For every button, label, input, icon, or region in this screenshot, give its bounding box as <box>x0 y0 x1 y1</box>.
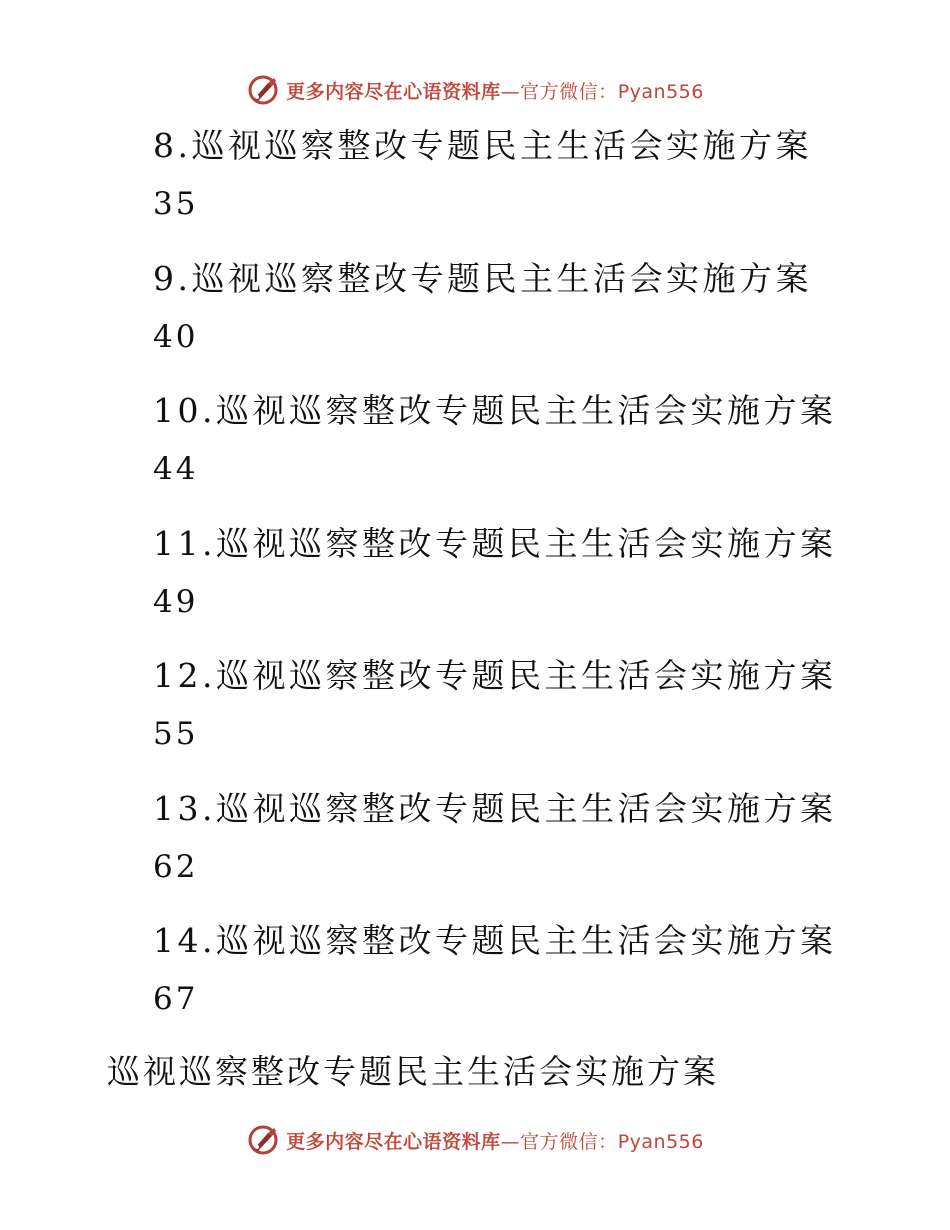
watermark-text <box>286 1127 704 1154</box>
footer-watermark <box>0 1120 950 1160</box>
toc-item-page: 67 <box>153 981 199 1017</box>
watermark-part1: 更多内容尽在心语资料库 <box>286 1130 501 1153</box>
pen-logo-icon <box>246 1123 280 1157</box>
toc-item <box>153 387 853 520</box>
toc-item-title: 12.巡视巡察整改专题民主生活会实施方案 <box>153 656 837 695</box>
watermark-part2: —官方微信： <box>500 80 618 103</box>
header-watermark <box>0 70 950 110</box>
toc-item <box>153 917 853 1050</box>
watermark-part1: 更多内容尽在心语资料库 <box>286 80 501 103</box>
toc-item-title: 14.巡视巡察整改专题民主生活会实施方案 <box>153 921 837 960</box>
watermark-part3: Pyan556 <box>617 80 704 103</box>
toc-item-page: 49 <box>153 583 199 620</box>
toc-item-page: 55 <box>153 716 199 752</box>
toc-item-title: 9.巡视巡察整改专题民主生活会实施方案 <box>153 258 812 298</box>
toc-item-title: 13.巡视巡察整改专题民主生活会实施方案 <box>153 788 837 828</box>
watermark-text <box>286 77 704 104</box>
toc-item-page: 44 <box>153 451 199 487</box>
toc-item-title: 11.巡视巡察整改专题民主生活会实施方案 <box>153 523 837 563</box>
toc-item <box>153 255 853 388</box>
toc-item-page: 35 <box>153 186 199 222</box>
pen-logo-icon <box>246 73 280 107</box>
section-heading: 巡视巡察整改专题民主生活会实施方案 <box>107 1052 719 1091</box>
toc-item-title: 10.巡视巡察整改专题民主生活会实施方案 <box>153 391 837 430</box>
toc-item <box>153 122 853 255</box>
watermark-part3: Pyan556 <box>617 1130 704 1153</box>
table-of-contents <box>153 122 853 1050</box>
toc-item <box>153 785 853 918</box>
toc-item-page: 62 <box>153 848 199 885</box>
toc-item-page: 40 <box>153 318 199 355</box>
toc-item <box>153 520 853 653</box>
toc-item <box>153 652 853 785</box>
watermark-part2: —官方微信： <box>500 1130 618 1153</box>
toc-item-title: 8.巡视巡察整改专题民主生活会实施方案 <box>153 126 812 165</box>
